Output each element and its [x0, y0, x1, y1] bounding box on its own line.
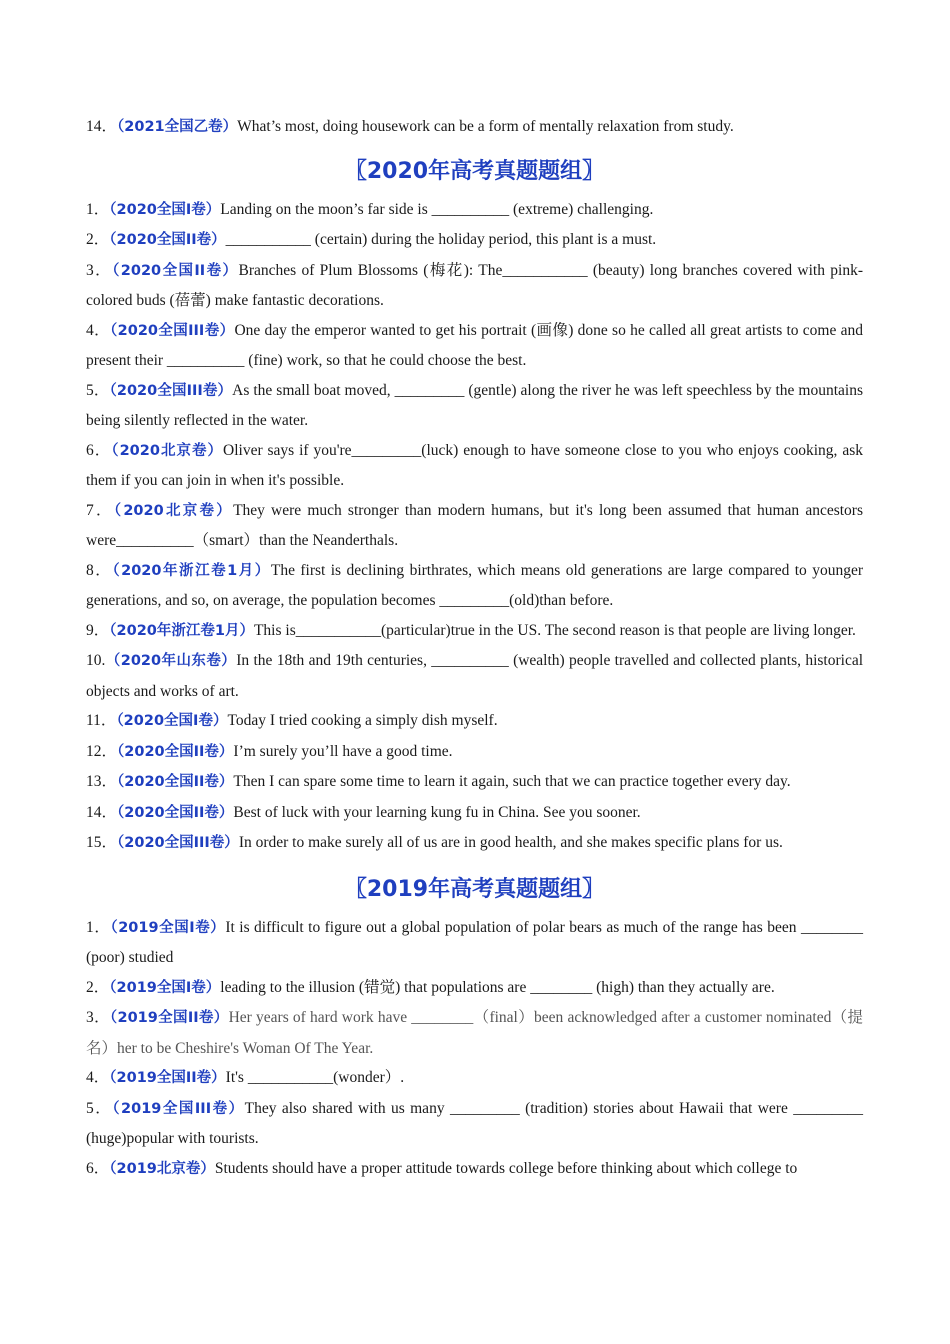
question-source: （2020全国I卷） [109, 201, 221, 218]
question-source: （2019全国II卷） [109, 1010, 229, 1026]
question-text: Landing on the moon’s far side is __________ (extreme) challenging. [220, 200, 654, 218]
question-number: 11． [86, 712, 117, 729]
question-number: 5． [86, 1099, 113, 1117]
question-item [86, 1063, 863, 1094]
question-item [86, 973, 863, 1004]
question-number: 1． [86, 918, 111, 936]
question-source: （2019北京卷） [109, 1160, 215, 1177]
question-text: This is___________(particular)true in the US. The second reason is that people are living longer. [253, 621, 856, 639]
question-source: （2020全国II卷） [112, 262, 239, 279]
question-item [86, 225, 863, 256]
question-source: （2019全国I卷） [109, 979, 221, 996]
question-number: 3． [86, 1009, 110, 1026]
question-item [86, 112, 863, 143]
question-number: 4． [86, 1069, 110, 1086]
question-number: 6． [86, 1159, 110, 1177]
question-text: Branches of Plum Blossoms (梅花): The___________ (beauty) long branches covered with pink-colored buds (蓓蕾) make fantastic decorations. [86, 261, 863, 309]
question-item [86, 767, 863, 798]
question-source: （2020北京卷） [113, 502, 234, 519]
question-item [86, 256, 863, 316]
question-source: （2019全国I卷） [110, 919, 226, 936]
question-text: ___________ (certain) during the holiday period, this plant is a must. [225, 231, 657, 248]
question-text: Best of luck with your learning kung fu in China. See you sooner. [233, 803, 641, 821]
question-source: （2020年浙江卷1月） [112, 562, 271, 579]
question-item [86, 376, 863, 436]
question-item [86, 646, 863, 706]
question-number: 2． [86, 978, 110, 996]
question-number: 8． [86, 561, 113, 579]
question-source: （2020全国II卷） [109, 232, 226, 248]
question-item [86, 1094, 863, 1154]
question-item [86, 195, 863, 226]
question-text: As the small boat moved, _________ (gentle) along the river he was left speechless by the mountains being silently reflected in the water. [86, 381, 863, 429]
question-item [86, 316, 863, 376]
question-number: 4． [86, 321, 111, 339]
question-number: 14． [86, 803, 118, 821]
question-text: Today I tried cooking a simply dish myself. [227, 712, 498, 729]
question-text: In order to make surely all of us are in good health, and she makes specific plans for us. [238, 834, 783, 851]
section-heading-2020: 〖2020年高考真题题组〗 [344, 158, 605, 184]
section-2019-list [86, 913, 863, 1185]
question-source: （2020全国III卷） [117, 835, 239, 851]
question-text: In the 18th and 19th centuries, __________ (wealth) people travelled and collected plants, historical objects and works of art. [86, 652, 864, 700]
document-page [86, 112, 863, 1184]
question-text: Oliver says if you're_________(luck) enough to have someone close to you who enjoys cooking, ask them if you can join in when it's possible. [86, 441, 863, 489]
question-text: Then I can spare some time to learn it again, such that we can practice together every day. [233, 773, 791, 790]
question-source: （2020全国I卷） [116, 713, 228, 729]
question-number: 15． [86, 834, 118, 851]
question-item [86, 798, 863, 829]
question-item [86, 496, 863, 556]
question-number: 2． [86, 231, 110, 248]
question-source: （2020年山东卷） [105, 653, 237, 669]
question-source: （2020全国II卷） [117, 774, 234, 790]
question-source: （2019全国II卷） [109, 1070, 226, 1086]
question-item [86, 436, 863, 496]
question-number: 7． [86, 501, 114, 519]
question-item [86, 616, 863, 647]
question-text: leading to the illusion (错觉) that populations are ________ (high) than they actually are. [220, 978, 775, 996]
question-number: 12． [86, 742, 118, 760]
question-source: （2021全国乙卷） [117, 119, 238, 135]
question-number: 13． [86, 773, 118, 790]
question-item [86, 706, 863, 737]
section-heading-2019: 〖2019年高考真题题组〗 [344, 876, 605, 902]
question-text: I’m surely you’ll have a good time. [233, 742, 453, 760]
question-source: （2020全国II卷） [117, 804, 234, 821]
question-text: What’s most, doing housework can be a form of mentally relaxation from study. [237, 118, 734, 135]
question-text: The first is declining birthrates, which means old generations are large compared to younger generations, and so, on average, the population becomes _________(old)than before. [86, 561, 863, 609]
question-number: 6． [86, 441, 112, 459]
question-text: Students should have a proper attitude towards college before thinking about which college to [214, 1159, 798, 1177]
question-number: 9． [86, 621, 110, 639]
question-number: 1． [86, 200, 110, 218]
question-source: （2019全国III卷） [112, 1100, 245, 1117]
question-item [86, 828, 863, 859]
question-source: （2020全国II卷） [117, 743, 234, 760]
question-item [86, 556, 863, 616]
question-item [86, 1003, 863, 1063]
question-item [86, 1154, 863, 1185]
question-item [86, 737, 863, 768]
question-number: 5． [86, 381, 110, 399]
question-text: One day the emperor wanted to get his portrait (画像) done so he called all great artists to come and present their __________ (fine) work, so that he could choose the best. [86, 321, 863, 369]
question-source: （2020北京卷） [111, 442, 224, 459]
question-source: （2020全国III卷） [110, 322, 235, 339]
question-text: They also shared with us many _________ (tradition) stories about Hawaii that were _________ (huge)popular with tourists. [86, 1099, 863, 1147]
question-text: It is difficult to figure out a global population of polar bears as much of the range has been ________ (poor) studied [86, 918, 863, 966]
section-2020-list [86, 195, 863, 859]
question-source: （2020年浙江卷1月） [109, 622, 254, 639]
question-text: It's ___________(wonder）. [225, 1069, 405, 1086]
question-text: Her years of hard work have ________（final）been acknowledged after a customer nominated（提名）her to be Cheshire's Woman Of The Year. [86, 1009, 863, 1057]
question-source: （2020全国III卷） [109, 382, 233, 399]
question-number: 14． [86, 118, 118, 135]
question-number: 3． [86, 261, 113, 279]
question-text: They were much stronger than modern humans, but it's long been assumed that human ancestors were__________（smart）than the Neanderthals. [86, 501, 863, 549]
question-item [86, 913, 863, 973]
question-number: 10. [86, 652, 106, 669]
